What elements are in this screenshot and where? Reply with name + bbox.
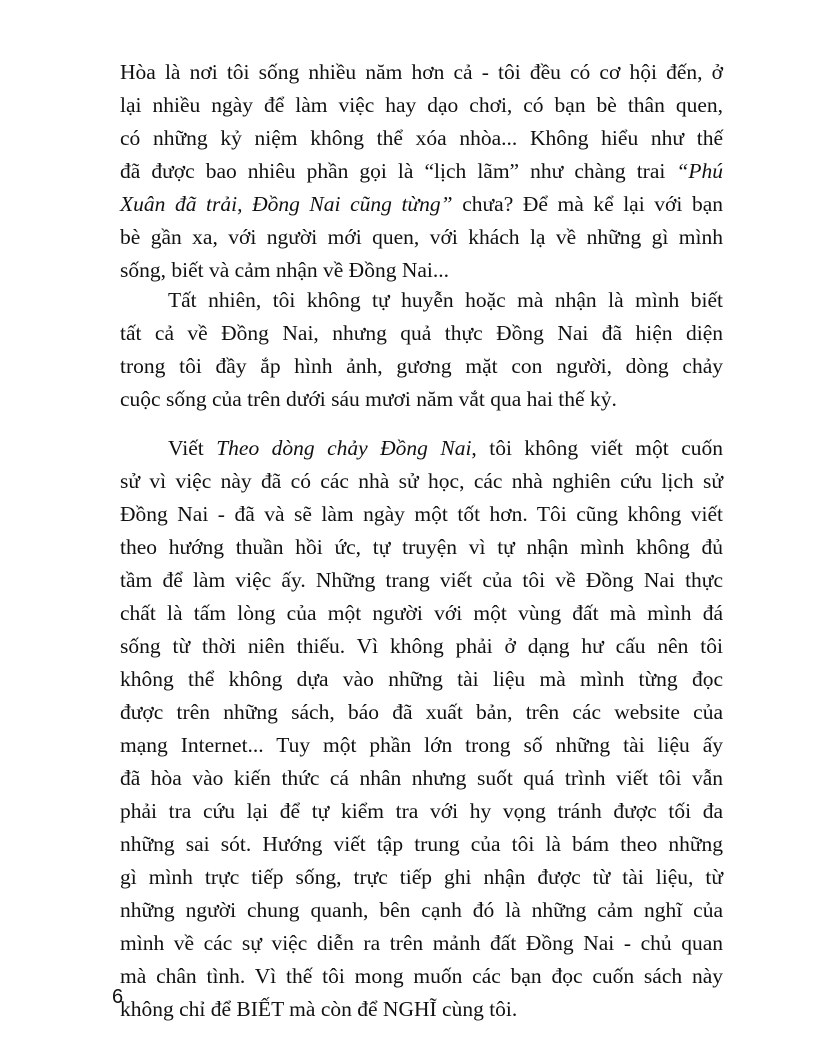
text-line [120, 432, 723, 465]
text-line [120, 155, 723, 188]
text: không thể không dựa vào những tài liệu mà mình từng đọc [120, 667, 723, 691]
text-line [120, 122, 723, 155]
text-line [120, 927, 723, 960]
text: trong tôi đầy ắp hình ảnh, gương mặt con người, dòng chảy [120, 354, 723, 378]
italic-text: Theo dòng chảy Đồng Nai [216, 436, 472, 460]
text: Đồng Nai - đã và sẽ làm ngày một tốt hơn. Tôi cũng không viết [120, 502, 723, 526]
italic-text: “Phú [676, 159, 723, 183]
text-line [120, 894, 723, 927]
text-line [120, 254, 723, 287]
text: lại nhiều ngày để làm việc hay dạo chơi, có bạn bè thân quen, [120, 93, 723, 117]
text: theo hướng thuần hồi ức, tự truyện vì tự nhận mình không đủ [120, 535, 723, 559]
text: tất cả về Đồng Nai, nhưng quả thực Đồng Nai đã hiện diện [120, 321, 723, 345]
text: đã hòa vào kiến thức cá nhân nhưng suốt quá trình viết tôi vẫn [120, 766, 723, 790]
text-line [120, 663, 723, 696]
text: gì mình trực tiếp sống, trực tiếp ghi nhận được từ tài liệu, từ [120, 865, 723, 889]
text: cuộc sống của trên dưới sáu mươi năm vắt qua hai thế kỷ. [120, 387, 617, 411]
text-line [120, 762, 723, 795]
text-line [120, 960, 723, 993]
paragraph-3 [120, 432, 723, 1026]
paragraph-2 [120, 284, 723, 416]
text-line [120, 795, 723, 828]
text: đã được bao nhiêu phần gọi là “lịch lãm” như chàng trai [120, 159, 677, 183]
text-line [120, 531, 723, 564]
text: chưa? Để mà kể lại với bạn [452, 192, 723, 216]
text-line [120, 861, 723, 894]
text: Hòa là nơi tôi sống nhiều năm hơn cả - tôi đều có cơ hội đến, ở [120, 60, 723, 84]
text-line [120, 993, 723, 1026]
text: những người chung quanh, bên cạnh đó là những cảm nghĩ của [120, 898, 723, 922]
text-line [120, 188, 723, 221]
text-line [120, 564, 723, 597]
text: mà chân tình. Vì thế tôi mong muốn các bạn đọc cuốn sách này [120, 964, 723, 988]
italic-text: Xuân đã trải, Đồng Nai cũng từng” [120, 192, 453, 216]
text: có những kỷ niệm không thể xóa nhòa... Không hiểu như thế [120, 126, 723, 150]
text: , tôi không viết một cuốn [471, 436, 723, 460]
page-number: 6 [112, 986, 124, 1008]
text-line [120, 696, 723, 729]
text: sống từ thời niên thiếu. Vì không phải ở dạng hư cấu nên tôi [120, 634, 723, 658]
text: bè gần xa, với người mới quen, với khách lạ về những gì mình [120, 225, 723, 249]
text: Viết [168, 436, 217, 460]
text-line [120, 284, 723, 317]
text-line [120, 89, 723, 122]
text-line [120, 630, 723, 663]
text: phải tra cứu lại để tự kiểm tra với hy vọng tránh được tối đa [120, 799, 723, 823]
text: sử vì việc này đã có các nhà sử học, các nhà nghiên cứu lịch sử [120, 469, 723, 493]
text: tầm để làm việc ấy. Những trang viết của tôi về Đồng Nai thực [120, 568, 723, 592]
paragraph-1 [120, 56, 723, 287]
text-line [120, 221, 723, 254]
text-line [120, 383, 723, 416]
text-line [120, 56, 723, 89]
text-line [120, 597, 723, 630]
text: sống, biết và cảm nhận về Đồng Nai... [120, 258, 449, 282]
text-line [120, 317, 723, 350]
text: Tất nhiên, tôi không tự huyễn hoặc mà nhận là mình biết [168, 288, 723, 312]
text: được trên những sách, báo đã xuất bản, trên các website của [120, 700, 723, 724]
text-line [120, 350, 723, 383]
text-line [120, 465, 723, 498]
text: chất là tấm lòng của một người với một vùng đất mà mình đá [120, 601, 723, 625]
text-line [120, 729, 723, 762]
text: mình về các sự việc diễn ra trên mảnh đất Đồng Nai - chủ quan [120, 931, 723, 955]
text: không chỉ để BIẾT mà còn để NGHĨ cùng tôi. [120, 997, 518, 1021]
text: những sai sót. Hướng viết tập trung của tôi là bám theo những [120, 832, 723, 856]
text-line [120, 498, 723, 531]
text: mạng Internet... Tuy một phần lớn trong số những tài liệu ấy [120, 733, 723, 757]
text-line [120, 828, 723, 861]
